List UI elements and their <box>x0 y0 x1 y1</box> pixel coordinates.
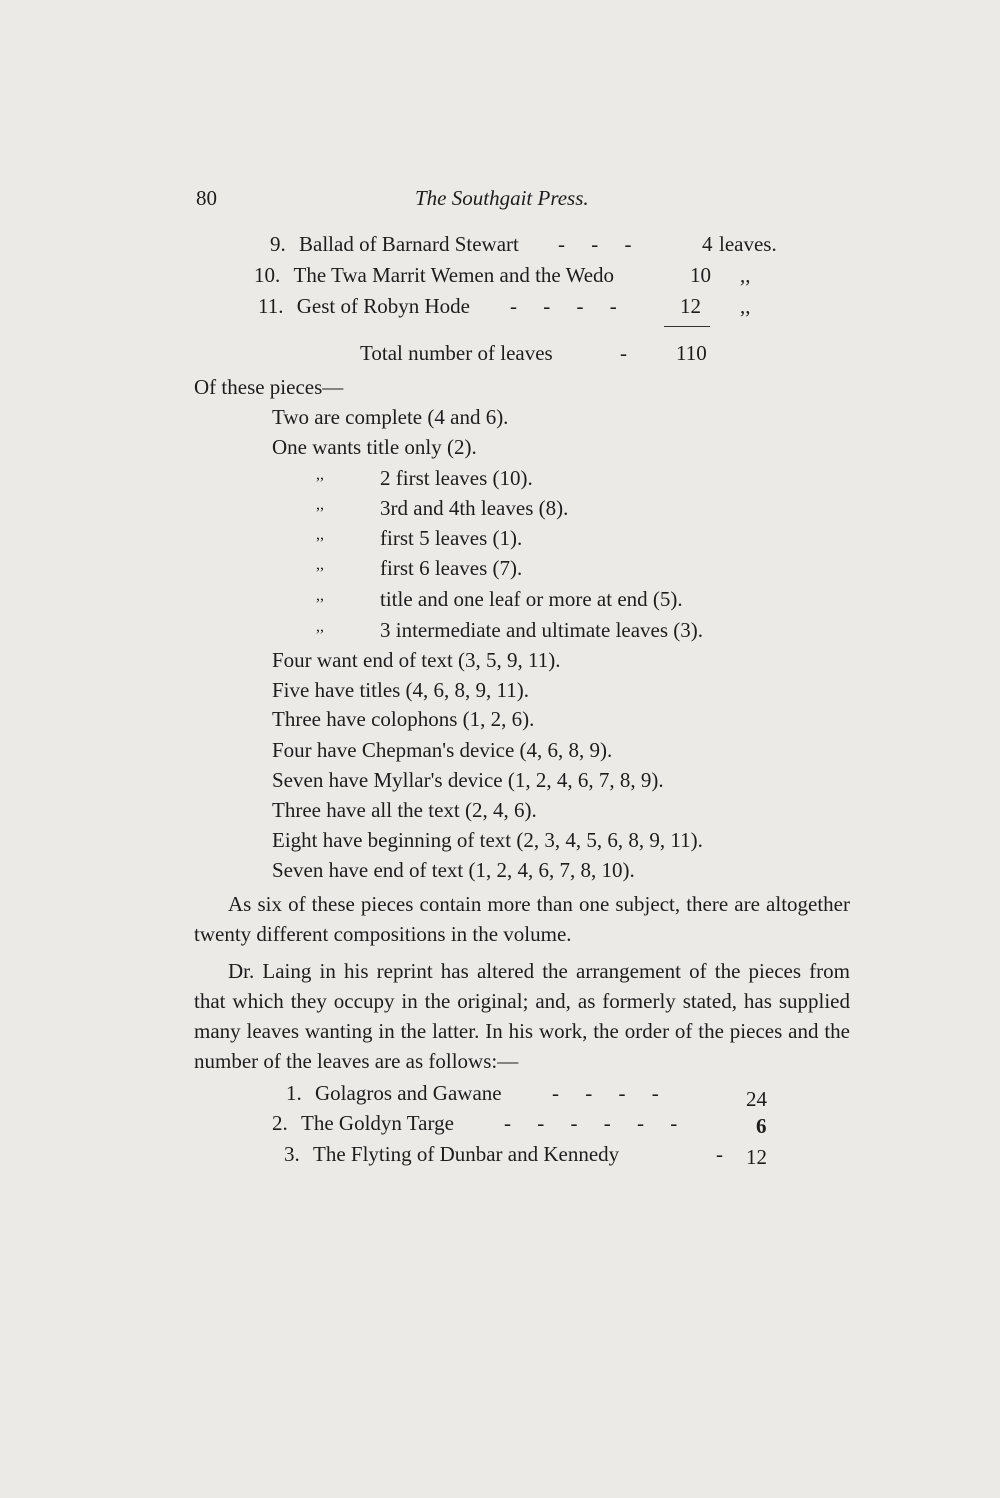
item-number: 9. <box>270 232 286 256</box>
list-item <box>270 232 519 257</box>
item-leaves: 24 <box>746 1087 767 1111</box>
item-dashes: - - - - - - <box>504 1111 678 1135</box>
summary-line: first 5 leaves (1). <box>380 526 523 550</box>
item-leaves: 12 <box>680 294 701 318</box>
item-title: The Twa Marrit Wemen and the Wedo <box>293 263 615 287</box>
item-number: 10. <box>254 263 281 287</box>
intro-line: Of these pieces— <box>194 375 344 399</box>
ditto-mark: ,, <box>316 466 324 483</box>
item-number: 2. <box>272 1111 288 1135</box>
total-rule <box>664 326 710 327</box>
summary-line: Three have all the text (2, 4, 6). <box>272 798 537 822</box>
paragraph-compositions <box>194 889 850 949</box>
item-unit: ,, <box>740 263 751 287</box>
summary-line: title and one leaf or more at end (5). <box>380 587 683 611</box>
summary-line: Eight have beginning of text (2, 3, 4, 5, 6, 8, 9, 11). <box>272 828 703 852</box>
item-title: Gest of Robyn Hode <box>296 294 470 318</box>
paragraph-laing <box>194 956 850 1076</box>
summary-line: first 6 leaves (7). <box>380 556 523 580</box>
item-leaves: 12 <box>746 1145 767 1169</box>
ditto-mark: ,, <box>316 587 324 604</box>
summary-line: Four have Chepman's device (4, 6, 8, 9). <box>272 738 613 762</box>
item-dashes: - - - <box>558 232 632 256</box>
item-number: 1. <box>286 1081 302 1105</box>
item-title: Ballad of Barnard Stewart <box>299 232 519 256</box>
item-number: 11. <box>258 294 284 318</box>
paragraph-text: As six of these pieces contain more than one subject, there are altogether twenty different compositions in the volume. <box>194 892 850 946</box>
item-unit: ,, <box>740 294 751 318</box>
item-leaves: 4 <box>702 232 713 256</box>
item-dashes: - - - - <box>552 1081 659 1105</box>
total-dash: - <box>620 341 627 365</box>
list-item <box>272 1111 454 1136</box>
ditto-mark: ,, <box>316 556 324 573</box>
item-dashes: - - - - <box>510 294 617 318</box>
item-number: 3. <box>284 1142 300 1166</box>
item-dashes: - <box>716 1142 723 1166</box>
summary-line: Seven have Myllar's device (1, 2, 4, 6, 7, 8, 9). <box>272 768 664 792</box>
ditto-mark: ,, <box>316 526 324 543</box>
summary-line: Three have colophons (1, 2, 6). <box>272 707 535 731</box>
list-item <box>258 294 470 319</box>
summary-line: 3rd and 4th leaves (8). <box>380 496 569 520</box>
item-unit: leaves. <box>719 232 777 256</box>
summary-line: Five have titles (4, 6, 8, 9, 11). <box>272 678 530 702</box>
item-title: Golagros and Gawane <box>315 1081 502 1105</box>
summary-line: 3 intermediate and ultimate leaves (3). <box>380 618 704 642</box>
ditto-mark: ,, <box>316 496 324 513</box>
list-item <box>286 1081 502 1106</box>
total-label: Total number of leaves <box>360 341 553 365</box>
list-item <box>284 1142 619 1167</box>
running-title: The Southgait Press. <box>415 186 589 210</box>
item-leaves: 10 <box>690 263 711 287</box>
summary-line: One wants title only (2). <box>272 435 477 459</box>
summary-line: Four want end of text (3, 5, 9, 11). <box>272 648 561 672</box>
ditto-mark: ,, <box>316 618 324 635</box>
item-leaves: 6 <box>756 1114 767 1138</box>
list-item <box>254 263 614 288</box>
summary-line: Seven have end of text (1, 2, 4, 6, 7, 8, 10). <box>272 858 635 882</box>
item-title: The Flyting of Dunbar and Kennedy <box>313 1142 620 1166</box>
item-title: The Goldyn Targe <box>301 1111 454 1135</box>
paragraph-text: Dr. Laing in his reprint has altered the arrangement of the pieces from that which they occupy in the original; and, as formerly stated, has supplied many leaves wanting in the latter. In his work, the order of the pieces and the number of the leaves are as follows:— <box>194 959 850 1073</box>
summary-line: 2 first leaves (10). <box>380 466 533 490</box>
total-value: 110 <box>676 341 707 365</box>
page-number: 80 <box>196 186 217 210</box>
summary-line: Two are complete (4 and 6). <box>272 405 509 429</box>
